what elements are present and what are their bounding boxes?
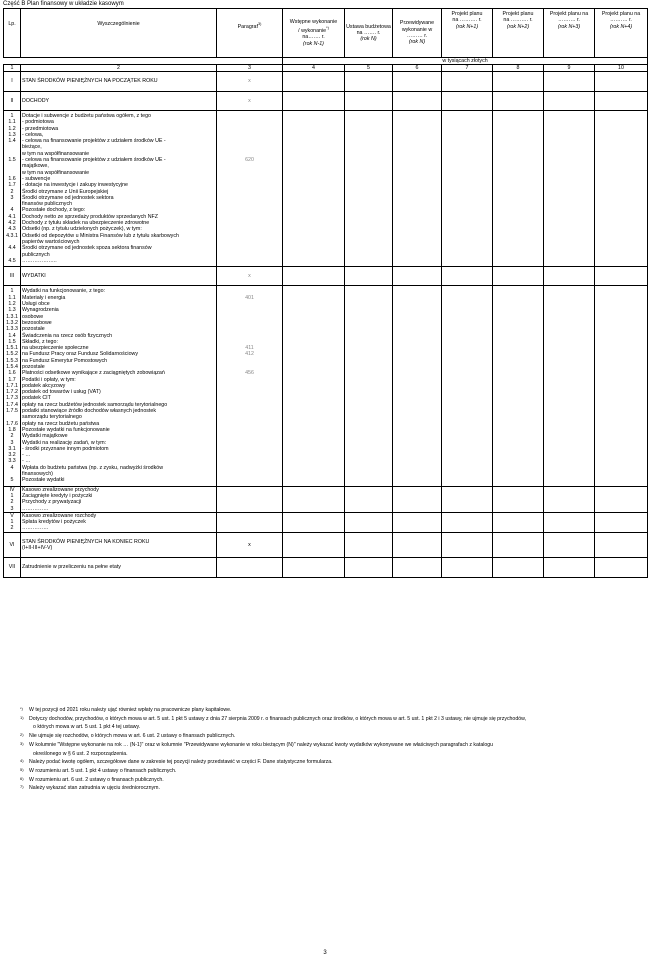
value-cell[interactable]: [595, 111, 648, 267]
value-cell[interactable]: [544, 486, 595, 512]
row-label: STAN ŚRODKÓW PIENIĘŻNYCH NA KONIEC ROKU: [22, 538, 150, 545]
row-paragraph-cell: [217, 286, 283, 486]
footnote: [20, 776, 640, 785]
row-label: - celowa na finansowanie projektów z udziałem środków UE -: [22, 138, 166, 145]
row-number: 1.5.3: [6, 357, 18, 364]
row-label: Wydatki majątkowe: [22, 433, 68, 440]
row-label: Wynagrodzenia: [22, 307, 59, 314]
row-label: Zatrudnienie w przeliczeniu na pełne etaty: [22, 564, 121, 571]
row-label: bezosobowe: [22, 319, 52, 326]
footnote-mark: 1): [20, 714, 24, 720]
row-paragraph-cell: [217, 267, 283, 286]
footnote-mark: 4): [20, 758, 24, 764]
value-cell[interactable]: [345, 558, 393, 577]
row-number: 3.2: [8, 452, 16, 459]
unit-row: [4, 58, 648, 65]
footnote-mark: *): [20, 706, 23, 711]
row-label: - środki przyznane innym podmiotom: [22, 445, 109, 452]
row-label: Pozostałe wydatki na funkcjonowanie: [22, 426, 110, 433]
row-number: 1.7: [8, 376, 16, 383]
row-paragraph-cell: [217, 512, 283, 532]
paragraph-code: [218, 564, 281, 570]
footnote-text: Dotyczy dochodów, przychodów, o których mowa w art. 5 ust. 1 pkt 5 ustawy z dnia 27 sierpnia 2009 r. o finansach publicznych oraz środków, o których mowa w art. 5 ust. 1 pkt 2 i 3 ustawy, nie ujmuje się przychodów,: [29, 715, 526, 722]
value-cell[interactable]: [493, 286, 544, 486]
value-cell[interactable]: [544, 91, 595, 110]
row-paragraph-cell: [217, 91, 283, 110]
table-row: [4, 486, 648, 512]
value-cell[interactable]: [283, 72, 345, 91]
row-label: finansowych): [22, 471, 53, 478]
row-number: 4: [10, 464, 14, 471]
row-number: 1.3: [8, 131, 16, 138]
row-number: 1: [10, 288, 14, 295]
value-cell[interactable]: [595, 558, 648, 577]
footnote-mark: 7): [20, 784, 24, 790]
value-cell[interactable]: [393, 512, 442, 532]
table-body: [4, 72, 648, 577]
value-cell[interactable]: [595, 267, 648, 286]
value-cell[interactable]: [283, 267, 345, 286]
row-number-cell: [4, 91, 21, 110]
table-row: [4, 532, 648, 558]
row-number: VII: [8, 564, 16, 571]
row-label: osobowe: [22, 313, 44, 320]
value-cell[interactable]: [393, 111, 442, 267]
value-cell[interactable]: [493, 486, 544, 512]
value-cell[interactable]: [493, 91, 544, 110]
row-number: 1.7.3: [6, 395, 18, 402]
header-col4: Wstępne wykonanie / wykonanie*) na……. r. (rok N-1): [283, 9, 345, 58]
row-label: - celowa,: [22, 131, 44, 138]
row-number: 1.7.5: [6, 408, 18, 415]
row-number: 1.7.4: [6, 401, 18, 408]
value-cell[interactable]: [595, 286, 648, 486]
row-label: Kasowo zrealizowane rozchody: [22, 512, 97, 519]
value-cell[interactable]: [442, 267, 493, 286]
footnote: [20, 784, 640, 793]
table-row: [4, 286, 648, 486]
row-number: V: [10, 512, 14, 519]
row-number-cell: [4, 267, 21, 286]
value-cell[interactable]: [595, 532, 648, 558]
row-label: Środki otrzymane od jednostek spoza sektora finansów: [22, 245, 152, 252]
row-label: Zaciągnięte kredyty i pożyczki: [22, 492, 93, 499]
row-number: 1.7: [8, 182, 16, 189]
footnote: [20, 715, 640, 732]
row-label: Wydatki na realizację zadań, w tym:: [22, 439, 107, 446]
paragraph-code: [218, 477, 281, 483]
row-description-cell: [21, 286, 217, 486]
row-number: I: [11, 78, 13, 85]
row-number: 2: [10, 525, 14, 532]
column-number: 9: [544, 65, 595, 72]
value-cell[interactable]: [544, 512, 595, 532]
row-label: Środki otrzymane z Unii Europejskiej: [22, 188, 109, 195]
paragraph-code: 411: [245, 345, 254, 352]
row-number-cell: [4, 72, 21, 91]
column-number: 6: [393, 65, 442, 72]
footnote-text: W rozumieniu art. 5 ust. 1 pkt 4 ustawy o finansach publicznych.: [29, 767, 177, 774]
value-cell[interactable]: [393, 532, 442, 558]
row-number: 1.1: [8, 119, 16, 126]
row-label: pozostałe: [22, 363, 45, 370]
row-label: Przychody z prywatyzacji: [22, 499, 82, 506]
footnote-text: W kolumnie "Wstępne wykonanie na rok … (N-1)" oraz w kolumnie "Przewidywane wykonanie w roku bieżącym (N)" należy wykazać kwoty wydatków wykonywane we właściwych paragrafach z katalogu: [29, 741, 494, 748]
value-cell[interactable]: [345, 486, 393, 512]
value-cell[interactable]: [345, 267, 393, 286]
value-cell[interactable]: [442, 558, 493, 577]
row-label: pozostałe: [22, 326, 45, 333]
value-cell[interactable]: [544, 558, 595, 577]
row-description-cell: [21, 91, 217, 110]
row-number: IV: [9, 486, 15, 493]
row-number: 1.5.2: [6, 351, 18, 358]
column-number: 1: [4, 65, 21, 72]
row-number: 1.4: [8, 138, 16, 145]
row-label: samorządu terytorialnego: [22, 414, 82, 421]
row-label: podatek od towarów i usług (VAT): [22, 389, 101, 396]
column-number: 2: [21, 65, 217, 72]
value-cell[interactable]: [442, 91, 493, 110]
row-number: 1: [10, 492, 14, 499]
value-cell[interactable]: [595, 72, 648, 91]
value-cell[interactable]: [595, 91, 648, 110]
value-cell[interactable]: [393, 558, 442, 577]
row-number-cell: [4, 512, 21, 532]
footnote-text: W tej pozycji od 2021 roku należy ująć również wpłaty na pracownicze plany kapitałowe.: [29, 707, 232, 713]
footnote-mark: 2): [20, 732, 24, 738]
row-label: Wydatki na funkcjonowanie, z tego:: [22, 288, 105, 295]
row-number: III: [9, 273, 15, 280]
value-cell[interactable]: [544, 532, 595, 558]
row-label: na ubezpieczenie społeczne: [22, 345, 89, 352]
row-label: w tym na współfinansowanie: [22, 169, 90, 176]
row-description-cell: [21, 512, 217, 532]
row-number-cell: [4, 558, 21, 577]
row-label: - …: [22, 458, 31, 465]
row-number: VI: [9, 541, 15, 548]
table-row: [4, 91, 648, 110]
row-label: Dotacje i subwencje z budżetu państwa ogółem, z tego: [22, 113, 151, 119]
row-number: 3.3: [8, 458, 16, 465]
row-number: 3: [10, 505, 14, 512]
row-number: 3: [10, 194, 14, 201]
header-col10: Projekt planu na ………. r. (rok N+4): [595, 9, 648, 58]
value-cell[interactable]: [493, 72, 544, 91]
value-cell[interactable]: [345, 532, 393, 558]
footnotes: [20, 706, 640, 793]
row-label: Środki otrzymane od jednostek sektora: [22, 194, 114, 201]
value-cell[interactable]: [442, 512, 493, 532]
row-number: 1.3: [8, 307, 16, 314]
value-cell[interactable]: [283, 91, 345, 110]
row-paragraph-cell: [217, 486, 283, 512]
row-number: 4.1: [8, 213, 16, 220]
footnote: [20, 741, 640, 758]
row-label: na Fundusz Emerytur Pomostowych: [22, 357, 108, 364]
value-cell[interactable]: [345, 286, 393, 486]
row-label: - …: [22, 452, 31, 459]
row-label: Pozostałe wydatki: [22, 477, 65, 484]
header-col6: Przewidywane wykonanie w ……… r. (rok N): [393, 9, 442, 58]
row-number: II: [10, 97, 14, 104]
row-label: finansów publicznych: [22, 201, 73, 208]
row-number: 1.6: [8, 370, 16, 377]
paragraph-code: 620: [245, 157, 254, 164]
financial-plan-table: [3, 8, 648, 578]
value-cell[interactable]: [345, 111, 393, 267]
row-number: 3.1: [8, 445, 16, 452]
row-number: 4: [10, 207, 14, 214]
row-label: na Fundusz Pracy oraz Fundusz Solidarnościowy: [22, 351, 138, 358]
row-description-cell: [21, 72, 217, 91]
header-col8: Projekt planu na ………. r. (rok N+2): [493, 9, 544, 58]
row-label: Dochody netto ze sprzedaży produktów sprzedanych NFZ: [22, 213, 159, 220]
value-cell[interactable]: [493, 512, 544, 532]
footnote-text: Należy podać kwotę ogółem, szczegółowe dane w zakresie tej pozycji należy przedstawić w części F. Dane statystyczne formularza.: [29, 759, 333, 766]
row-number-cell: [4, 486, 21, 512]
paragraph-code: x: [248, 273, 251, 280]
footnote: [20, 706, 640, 715]
row-number-cell: [4, 111, 21, 267]
row-label: bieżące,: [22, 144, 42, 151]
value-cell[interactable]: [345, 512, 393, 532]
value-cell[interactable]: [544, 267, 595, 286]
header-description: Wyszczególnienie: [21, 9, 217, 58]
row-label: Usługi obce: [22, 301, 50, 308]
row-label: - subwencje: [22, 175, 51, 182]
row-number-cell: [4, 286, 21, 486]
row-label: (I+II-III+IV-V): [22, 545, 53, 551]
row-number: 1.2: [8, 301, 16, 308]
row-number: 1.5: [8, 157, 16, 164]
row-label: Spłata kredytów i pożyczek: [22, 519, 86, 526]
part-title: Część B Plan finansowy w układzie kasowym: [3, 1, 124, 7]
footnote-text: Należy wykazać stan zatrudnia w ujęciu średniorocznym.: [29, 785, 160, 792]
row-label: STAN ŚRODKÓW PIENIĘŻNYCH NA POCZĄTEK ROKU: [22, 78, 158, 85]
row-label: podatek CIT: [22, 395, 51, 402]
row-label: - przedmiotowa: [22, 125, 59, 132]
row-paragraph-cell: [217, 558, 283, 577]
row-number: 3: [10, 439, 14, 446]
row-number-cell: [4, 532, 21, 558]
row-label: publicznych: [22, 251, 50, 258]
footnote: [20, 758, 640, 767]
row-label: Odsetki od depozytów u Ministra Finansów lub z tytułu skarbowych: [22, 232, 179, 239]
column-number: 8: [493, 65, 544, 72]
column-number: 7: [442, 65, 493, 72]
row-number: 1.4: [8, 332, 16, 339]
footnote-text: określonego w § 6 ust. 2 rozporządzenia.: [33, 750, 128, 757]
footnote-mark: 5): [20, 766, 24, 772]
row-number: 1: [10, 113, 14, 119]
value-cell[interactable]: [493, 111, 544, 267]
value-cell[interactable]: [393, 72, 442, 91]
row-number: 4.3: [8, 226, 16, 233]
table-row: [4, 267, 648, 286]
row-number: 4.3.1: [6, 232, 18, 239]
row-label: - dotacje na inwestycje i zakupy inwestycyjne: [22, 182, 128, 189]
row-description-cell: [21, 532, 217, 558]
row-label: - podmiotowa: [22, 119, 54, 126]
value-cell[interactable]: [595, 512, 648, 532]
row-label: Odsetki (np. z tytułu udzielonych pożyczek), w tym:: [22, 226, 142, 233]
row-number: 1.3.2: [6, 319, 18, 326]
paragraph-code: 456: [245, 370, 254, 377]
row-number: 1.2: [8, 125, 16, 132]
row-paragraph-cell: [217, 72, 283, 91]
row-label: Płatności odsetkowe wynikające z zaciągniętych zobowiązań: [22, 370, 165, 377]
column-number-row: [4, 65, 648, 72]
row-label: majątkowe,: [22, 163, 49, 170]
row-label: Podatki i opłaty, w tym:: [22, 376, 76, 383]
page-number: 3: [323, 950, 327, 956]
row-number: 2: [10, 499, 14, 506]
value-cell[interactable]: [283, 486, 345, 512]
row-number: 1: [10, 519, 14, 526]
paragraph-code: x: [248, 541, 251, 548]
row-number: 1.5.4: [6, 363, 18, 370]
row-number: 4.2: [8, 220, 16, 227]
row-description-cell: [21, 267, 217, 286]
row-label: Składki, z tego:: [22, 338, 58, 345]
paragraph-code: x: [248, 78, 251, 85]
paragraph-code: [218, 506, 281, 512]
paragraph-code: x: [248, 97, 251, 104]
row-description-cell: [21, 111, 217, 267]
unit-label: w tysiącach złotych: [283, 58, 648, 65]
row-label: Dochody z tytułu składek na ubezpieczenie zdrowotne: [22, 220, 150, 227]
row-number: 2: [10, 188, 14, 195]
value-cell[interactable]: [393, 91, 442, 110]
footnote-mark: 6): [20, 775, 24, 781]
row-number: 1.5.1: [6, 345, 18, 352]
table-row: [4, 512, 648, 532]
value-cell[interactable]: [493, 532, 544, 558]
row-number: 1.6: [8, 175, 16, 182]
column-number: 5: [345, 65, 393, 72]
row-number: 1.1: [8, 294, 16, 301]
row-number: 5: [10, 477, 14, 484]
row-number: 2: [10, 433, 14, 440]
row-paragraph-cell: [217, 111, 283, 267]
value-cell[interactable]: [345, 91, 393, 110]
footnote-text: Nie ujmuje się rozchodów, o których mowa w art. 6 ust. 2 ustawy o finansach publicznych.: [29, 733, 236, 740]
value-cell[interactable]: [393, 486, 442, 512]
row-number: 1.7.6: [6, 420, 18, 427]
row-label: WYDATKI: [22, 273, 46, 280]
row-description-cell: [21, 558, 217, 577]
row-label: Pozostałe dochody, z tego:: [22, 207, 86, 214]
row-label: Kasowo zrealizowane przychody: [22, 486, 99, 493]
row-number: 1.7.1: [6, 382, 18, 389]
row-label: opłaty na rzecz budżetów jednostek samorządu terytorialnego: [22, 401, 168, 408]
header-lp: Lp.: [4, 9, 21, 58]
row-label: Materiały i energia: [22, 294, 66, 301]
row-label: opłaty na rzecz budżetu państwa: [22, 420, 100, 427]
footnote: [20, 732, 640, 741]
table-row: [4, 111, 648, 267]
header-col7: Projekt planu na ………. r. (rok N+1): [442, 9, 493, 58]
row-label: papierów wartościowych: [22, 238, 80, 245]
value-cell[interactable]: [442, 111, 493, 267]
row-label: podatki stanowiące źródło dochodów własnych jednostek: [22, 408, 156, 415]
value-cell[interactable]: [544, 111, 595, 267]
value-cell[interactable]: [442, 286, 493, 486]
value-cell[interactable]: [393, 267, 442, 286]
row-label: Wpłata do budżetu państwa (np. z zysku, nadwyżki środków: [22, 464, 164, 471]
paragraph-code: [218, 258, 281, 264]
value-cell[interactable]: [283, 558, 345, 577]
paragraph-code: 412: [245, 351, 254, 358]
footnote: [20, 767, 640, 776]
value-cell[interactable]: [442, 486, 493, 512]
row-number: 4.4: [8, 245, 16, 252]
paragraph-code: 401: [245, 294, 254, 301]
value-cell[interactable]: [283, 111, 345, 267]
row-description-cell: [21, 486, 217, 512]
row-label: - celowa na finansowanie projektów z udziałem środków UE -: [22, 157, 166, 164]
value-cell[interactable]: [283, 532, 345, 558]
value-cell[interactable]: [544, 72, 595, 91]
header-row: [4, 9, 648, 58]
row-number: 1.7.2: [6, 389, 18, 396]
value-cell[interactable]: [544, 286, 595, 486]
row-number: 1.5: [8, 338, 16, 345]
table-row: [4, 558, 648, 577]
row-number: 1.3.3: [6, 326, 18, 333]
column-number: 3: [217, 65, 283, 72]
column-number: 10: [595, 65, 648, 72]
value-cell[interactable]: [442, 532, 493, 558]
footnote-text: o których mowa w art. 5 ust. 1 pkt 4 tej ustawy.: [33, 724, 141, 731]
table-row: [4, 72, 648, 91]
value-cell[interactable]: [283, 512, 345, 532]
column-number: 4: [283, 65, 345, 72]
value-cell[interactable]: [493, 267, 544, 286]
header-paragraph: Paragraf$^{3)}$: [217, 9, 283, 58]
row-label: ………………..: [22, 257, 57, 264]
value-cell[interactable]: [393, 286, 442, 486]
header-col9: Projekt planu na ………. r. (rok N+3): [544, 9, 595, 58]
footnote-text: W rozumieniu art. 6 ust. 2 ustawy o finansach publicznych.: [29, 776, 164, 783]
value-cell[interactable]: [595, 486, 648, 512]
value-cell[interactable]: [493, 558, 544, 577]
row-number: 1.3.1: [6, 313, 18, 320]
row-label: DOCHODY: [22, 97, 50, 104]
value-cell[interactable]: [345, 72, 393, 91]
value-cell[interactable]: [442, 72, 493, 91]
row-label: ……………: [22, 505, 49, 512]
value-cell[interactable]: [283, 286, 345, 486]
paragraph-code: [218, 525, 281, 531]
header-col5: Ustawa budżetowa na ……. r. (rok N): [345, 9, 393, 58]
row-paragraph-cell: [217, 532, 283, 558]
footnote-mark: 3): [20, 740, 24, 746]
row-label: podatek akcyzowy: [22, 382, 66, 389]
row-label: Świadczenia na rzecz osób fizycznych: [22, 332, 113, 339]
row-label: w tym na współfinansowanie: [22, 150, 90, 157]
row-number: 4.5: [8, 257, 16, 264]
row-number: 1.8: [8, 426, 16, 433]
row-label: ……………: [22, 525, 49, 532]
